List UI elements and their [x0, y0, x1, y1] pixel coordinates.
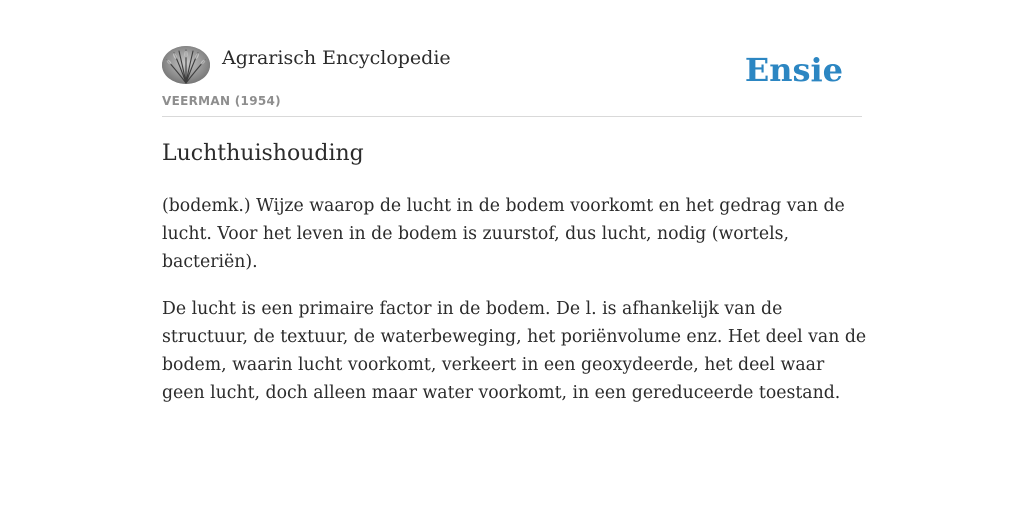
entry-paragraph: De lucht is een primaire factor in de bodem. De l. is afhankelijk van de structuur, de textuur, de waterbeweging, het poriënvolume enz. Het deel van de bodem, waarin lucht voorkomt, verkeert in een geoxydeerde, het deel waar geen lucht, doch alleen maar water voorkomt, in een gereduceerde toestand. — [162, 299, 867, 403]
author-year: VEERMAN (1954) — [162, 94, 281, 108]
publication-header — [162, 46, 862, 117]
publication-title[interactable]: Agrarisch Encyclopedie — [222, 47, 451, 69]
wheat-sheaf-logo-icon[interactable] — [162, 46, 210, 84]
ensie-brand-link[interactable]: Ensie — [744, 51, 843, 89]
entry-body — [162, 192, 872, 426]
entry-paragraph: (bodemk.) Wijze waarop de lucht in de bodem voorkomt en het gedrag van de lucht. Voor het leven in de bodem is zuurstof, dus lucht, nodig (wortels, bacteriën). — [162, 196, 845, 272]
entry-title: Luchthuishouding — [162, 141, 364, 166]
